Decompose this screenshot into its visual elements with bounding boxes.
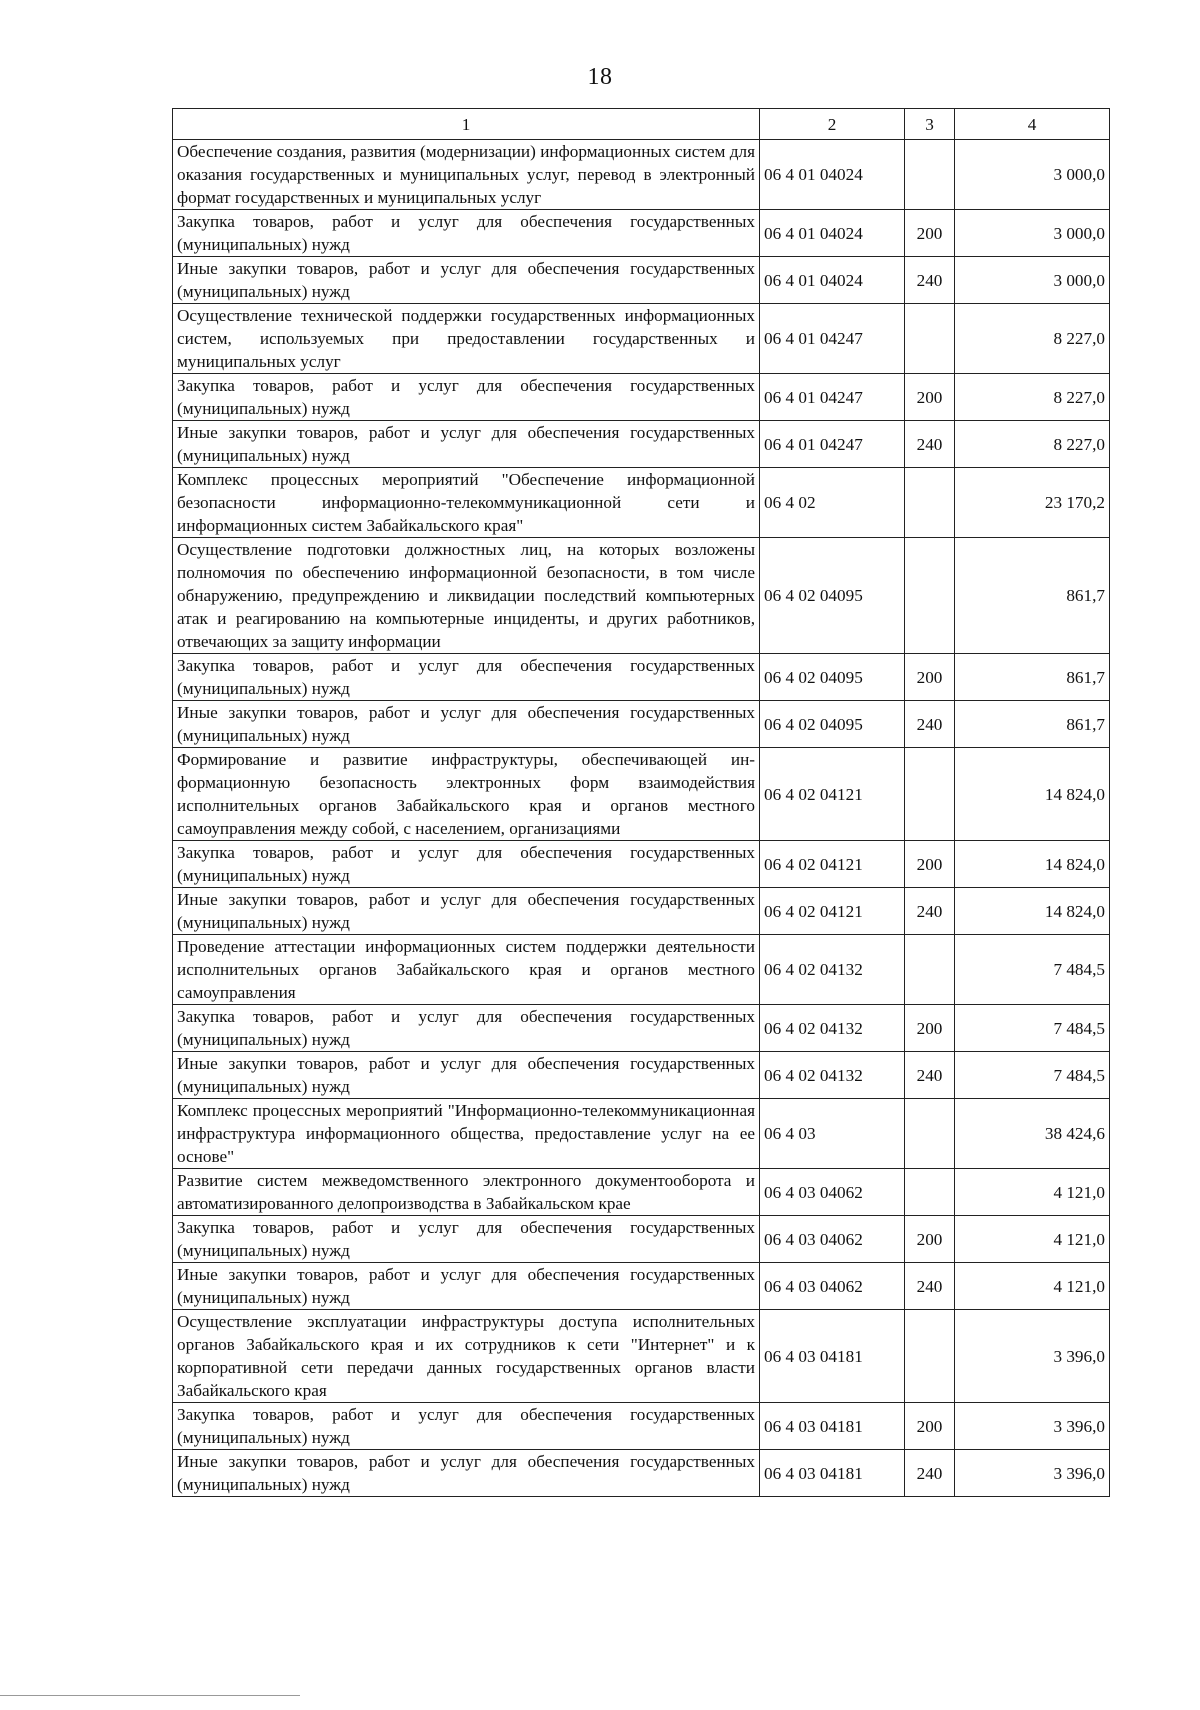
table-row (173, 1450, 1110, 1497)
row-type-cell: 200 (905, 1403, 955, 1450)
row-type-cell (905, 1310, 955, 1403)
row-name-cell: Проведение аттестации информационных систем поддержки деятельности исполнительных органов Забайкальского края и органов местного самоуправления (173, 935, 760, 1005)
row-type-cell: 200 (905, 210, 955, 257)
table-row (173, 701, 1110, 748)
row-name-cell: Осуществление подготовки должностных лиц, на которых возложены полномочия по обеспечению информационной безопасности, в том числе обнаружению, предупреждению и ликвидации последствий компьютерных атак и реагированию на компьютерные инциденты, и других работников, отвечающих за защиту информации (173, 538, 760, 654)
row-sum-cell: 7 484,5 (955, 1052, 1110, 1099)
row-code-cell: 06 4 03 04181 (760, 1310, 905, 1403)
row-code-cell: 06 4 01 04024 (760, 140, 905, 210)
row-type-cell (905, 468, 955, 538)
row-name-cell: Закупка товаров, работ и услуг для обеспечения государственных (муниципальных) нужд (173, 1403, 760, 1450)
row-code-cell: 06 4 02 04132 (760, 1005, 905, 1052)
row-name-cell: Комплекс процессных мероприятий "Информационно-телекоммуникационная инфраструктура информационного общества, предоставление услуг на ее основе" (173, 1099, 760, 1169)
row-sum-cell: 861,7 (955, 538, 1110, 654)
row-sum-cell: 3 000,0 (955, 210, 1110, 257)
row-type-cell (905, 140, 955, 210)
row-sum-cell: 861,7 (955, 654, 1110, 701)
row-code-cell: 06 4 03 (760, 1099, 905, 1169)
row-sum-cell: 38 424,6 (955, 1099, 1110, 1169)
budget-table (172, 108, 1110, 1497)
row-type-cell (905, 304, 955, 374)
table-row (173, 468, 1110, 538)
row-name-cell: Закупка товаров, работ и услуг для обеспечения государственных (муниципальных) нужд (173, 374, 760, 421)
row-code-cell: 06 4 01 04247 (760, 374, 905, 421)
row-code-cell: 06 4 01 04024 (760, 210, 905, 257)
row-name-cell: Закупка товаров, работ и услуг для обеспечения государственных (муниципальных) нужд (173, 1216, 760, 1263)
row-code-cell: 06 4 02 04121 (760, 748, 905, 841)
table-row (173, 935, 1110, 1005)
row-type-cell: 240 (905, 257, 955, 304)
row-code-cell: 06 4 03 04062 (760, 1216, 905, 1263)
row-code-cell: 06 4 02 04095 (760, 538, 905, 654)
row-name-cell: Закупка товаров, работ и услуг для обеспечения государственных (муниципальных) нужд (173, 654, 760, 701)
row-sum-cell: 4 121,0 (955, 1263, 1110, 1310)
table-row (173, 1099, 1110, 1169)
table-body (173, 140, 1110, 1497)
table-row (173, 538, 1110, 654)
table-row (173, 1169, 1110, 1216)
table-row (173, 1216, 1110, 1263)
table-row (173, 1052, 1110, 1099)
row-type-cell: 240 (905, 1052, 955, 1099)
table-row (173, 841, 1110, 888)
row-name-cell: Закупка товаров, работ и услуг для обеспечения государственных (муниципальных) нужд (173, 841, 760, 888)
row-sum-cell: 14 824,0 (955, 841, 1110, 888)
row-type-cell: 200 (905, 654, 955, 701)
row-name-cell: Осуществление эксплуатации инфраструктуры доступа исполнительных органов Забайкальского края и их сотрудников к сети "Интернет" и к корпоративной сети передачи данных государственных органов власти Забайкальского края (173, 1310, 760, 1403)
row-type-cell: 240 (905, 701, 955, 748)
row-type-cell (905, 1169, 955, 1216)
row-code-cell: 06 4 02 04132 (760, 935, 905, 1005)
row-type-cell: 240 (905, 1450, 955, 1497)
table-row (173, 421, 1110, 468)
row-name-cell: Развитие систем межведомственного электронного документооборота и автоматизированного делопроизводства в Забайкальском крае (173, 1169, 760, 1216)
row-code-cell: 06 4 02 (760, 468, 905, 538)
table-row (173, 748, 1110, 841)
table-header (173, 109, 1110, 140)
header-row (173, 109, 1110, 140)
row-type-cell (905, 1099, 955, 1169)
row-code-cell: 06 4 02 04121 (760, 888, 905, 935)
row-code-cell: 06 4 03 04062 (760, 1169, 905, 1216)
row-sum-cell: 8 227,0 (955, 304, 1110, 374)
row-type-cell: 240 (905, 1263, 955, 1310)
row-code-cell: 06 4 02 04095 (760, 654, 905, 701)
row-sum-cell: 3 396,0 (955, 1403, 1110, 1450)
table-row (173, 888, 1110, 935)
row-type-cell (905, 935, 955, 1005)
row-sum-cell: 14 824,0 (955, 748, 1110, 841)
row-sum-cell: 3 000,0 (955, 140, 1110, 210)
row-sum-cell: 8 227,0 (955, 421, 1110, 468)
row-code-cell: 06 4 01 04024 (760, 257, 905, 304)
table-row (173, 374, 1110, 421)
row-code-cell: 06 4 02 04095 (760, 701, 905, 748)
row-code-cell: 06 4 02 04121 (760, 841, 905, 888)
row-name-cell: Формирование и развитие инфраструктуры, обеспечивающей информационную безопасность электронных форм взаимодействия исполнительных органов Забайкальского края и органов местного самоуправления между собой, с населением, организациями (173, 748, 760, 841)
row-sum-cell: 3 000,0 (955, 257, 1110, 304)
row-sum-cell: 4 121,0 (955, 1169, 1110, 1216)
row-sum-cell: 14 824,0 (955, 888, 1110, 935)
row-code-cell: 06 4 01 04247 (760, 421, 905, 468)
row-type-cell: 240 (905, 421, 955, 468)
row-type-cell: 240 (905, 888, 955, 935)
row-name-cell: Закупка товаров, работ и услуг для обеспечения государственных (муниципальных) нужд (173, 210, 760, 257)
page-number: 18 (587, 64, 613, 90)
table-row (173, 210, 1110, 257)
table-row (173, 257, 1110, 304)
row-type-cell: 200 (905, 841, 955, 888)
table-row (173, 1403, 1110, 1450)
row-name-cell: Иные закупки товаров, работ и услуг для обеспечения государственных (муниципальных) нужд (173, 1450, 760, 1497)
row-type-cell: 200 (905, 1005, 955, 1052)
row-sum-cell: 4 121,0 (955, 1216, 1110, 1263)
row-type-cell: 200 (905, 374, 955, 421)
column-header-code: 2 (760, 109, 905, 140)
table-row (173, 1310, 1110, 1403)
row-name-cell: Иные закупки товаров, работ и услуг для обеспечения государственных (муниципальных) нужд (173, 1263, 760, 1310)
row-name-cell: Иные закупки товаров, работ и услуг для обеспечения государственных (муниципальных) нужд (173, 1052, 760, 1099)
table-row (173, 304, 1110, 374)
row-sum-cell: 861,7 (955, 701, 1110, 748)
table-row (173, 140, 1110, 210)
row-type-cell (905, 748, 955, 841)
row-code-cell: 06 4 03 04181 (760, 1403, 905, 1450)
table-row (173, 654, 1110, 701)
row-type-cell: 200 (905, 1216, 955, 1263)
column-header-type: 3 (905, 109, 955, 140)
row-sum-cell: 7 484,5 (955, 935, 1110, 1005)
table-row (173, 1263, 1110, 1310)
column-header-sum: 4 (955, 109, 1110, 140)
row-sum-cell: 23 170,2 (955, 468, 1110, 538)
row-code-cell: 06 4 03 04181 (760, 1450, 905, 1497)
row-sum-cell: 7 484,5 (955, 1005, 1110, 1052)
row-sum-cell: 8 227,0 (955, 374, 1110, 421)
row-sum-cell: 3 396,0 (955, 1450, 1110, 1497)
row-name-cell: Иные закупки товаров, работ и услуг для обеспечения государственных (муниципальных) нужд (173, 888, 760, 935)
row-sum-cell: 3 396,0 (955, 1310, 1110, 1403)
row-name-cell: Закупка товаров, работ и услуг для обеспечения государственных (муниципальных) нужд (173, 1005, 760, 1052)
row-code-cell: 06 4 03 04062 (760, 1263, 905, 1310)
row-code-cell: 06 4 01 04247 (760, 304, 905, 374)
row-name-cell: Осуществление технической поддержки государственных информационных систем, используемых при предоставлении государственных и муниципальных услуг (173, 304, 760, 374)
row-name-cell: Иные закупки товаров, работ и услуг для обеспечения государственных (муниципальных) нужд (173, 421, 760, 468)
row-code-cell: 06 4 02 04132 (760, 1052, 905, 1099)
row-name-cell: Иные закупки товаров, работ и услуг для обеспечения государственных (муниципальных) нужд (173, 701, 760, 748)
column-header-name: 1 (173, 109, 760, 140)
row-name-cell: Обеспечение создания, развития (модернизации) информационных систем для оказания государственных и муниципальных услуг, перевод в электронный формат государственных и муниципальных услуг (173, 140, 760, 210)
row-name-cell: Иные закупки товаров, работ и услуг для обеспечения государственных (муниципальных) нужд (173, 257, 760, 304)
scan-edge-line (0, 1695, 300, 1696)
row-type-cell (905, 538, 955, 654)
table-row (173, 1005, 1110, 1052)
row-name-cell: Комплекс процессных мероприятий "Обеспечение информационной безопасности информационно-телекоммуникационной сети и информационных систем Забайкальского края" (173, 468, 760, 538)
